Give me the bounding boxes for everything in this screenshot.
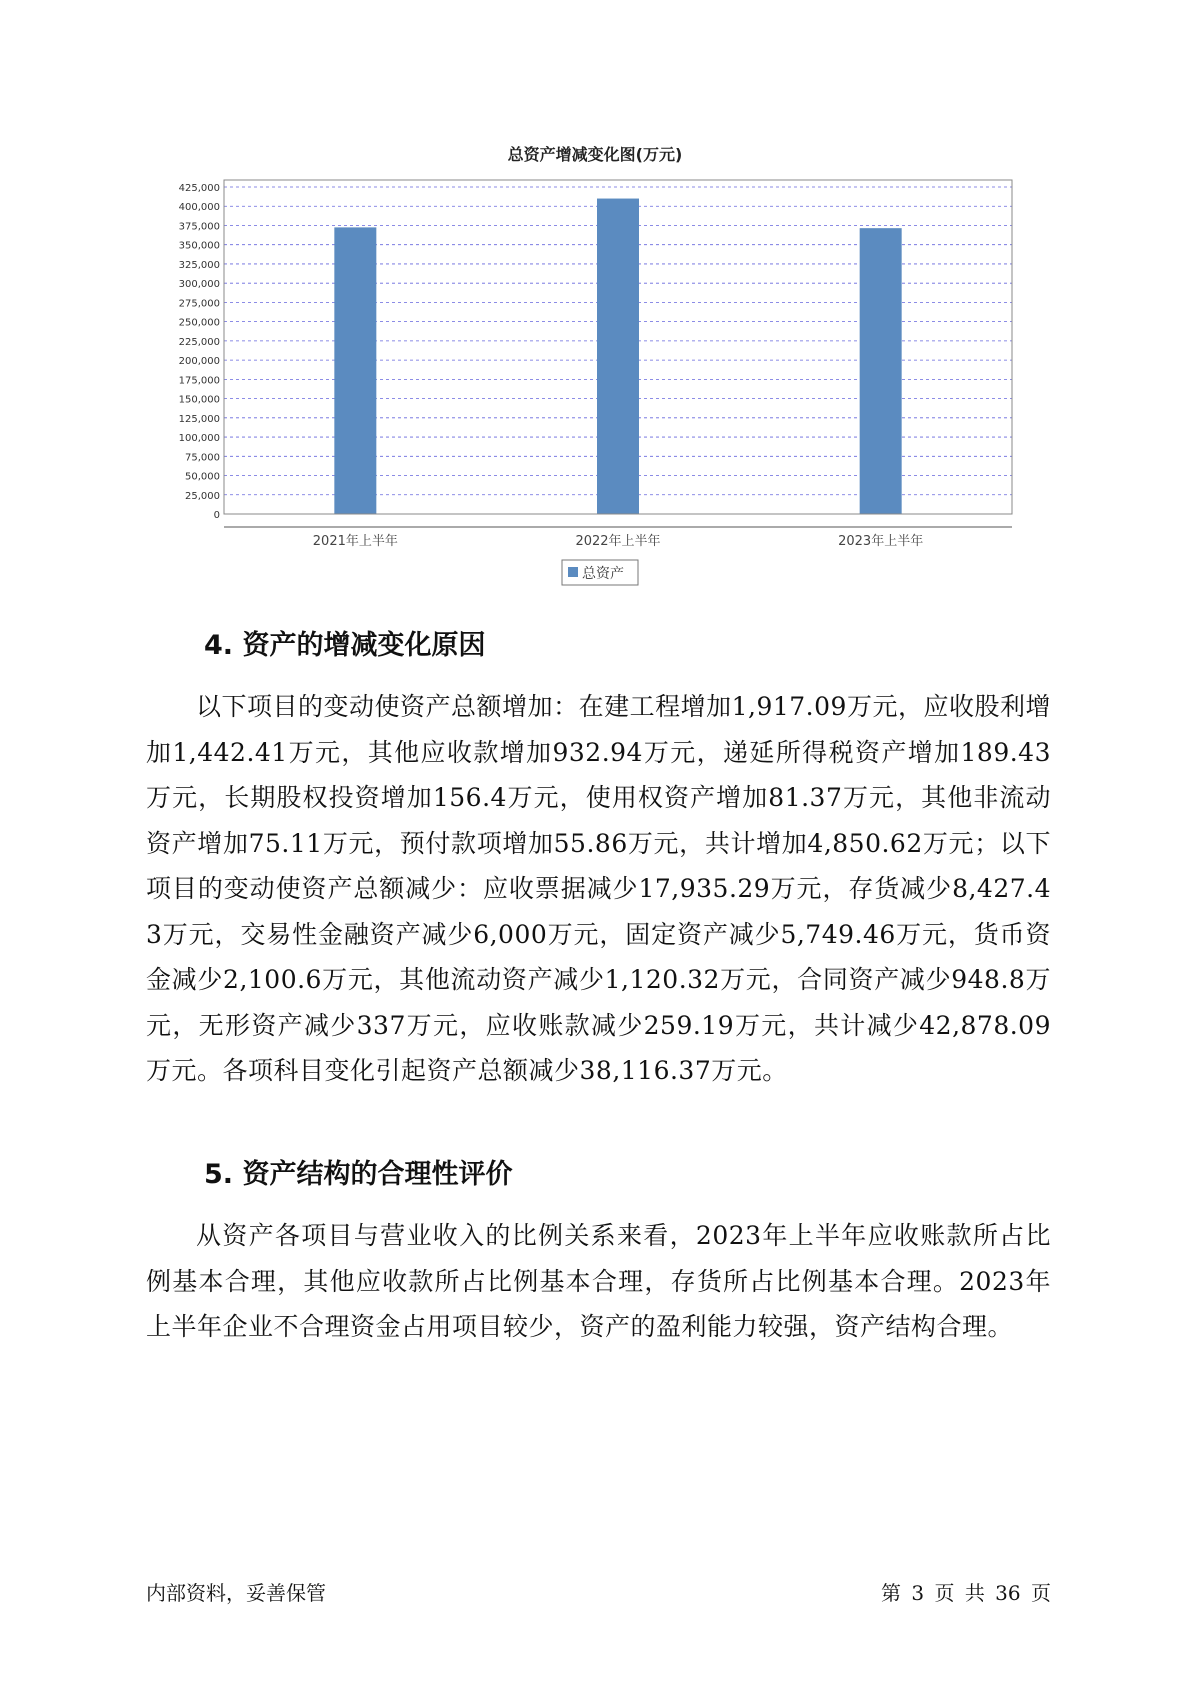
legend-swatch [568,567,578,577]
y-tick-label: 150,000 [178,394,220,406]
y-tick-label: 175,000 [178,375,220,387]
y-tick-label: 350,000 [178,240,220,252]
bar [334,227,376,514]
bar [860,228,902,514]
y-tick-label: 0 [213,510,220,521]
y-tick-label: 425,000 [178,183,220,194]
bar [597,199,639,514]
total-assets-chart [0,0,1191,600]
footer-confidential-note: 内部资料，妥善保管 [146,1581,326,1605]
y-tick-label: 250,000 [178,317,220,329]
y-tick-label: 375,000 [178,221,220,233]
y-tick-label: 75,000 [185,452,220,464]
y-axis-ticks [179,183,220,521]
y-tick-label: 100,000 [178,433,220,445]
section-heading-asset-change-reasons: 4. 资产的增减变化原因 [204,630,486,661]
y-tick-label: 400,000 [178,202,220,214]
legend-label: 总资产 [582,566,624,582]
y-tick-label: 325,000 [178,259,220,271]
x-tick-label: 2021年上半年 [312,534,398,549]
x-tick-label: 2023年上半年 [838,534,924,549]
y-tick-label: 225,000 [178,336,220,348]
y-tick-label: 200,000 [178,356,220,368]
y-tick-label: 300,000 [178,279,220,291]
y-tick-label: 25,000 [185,490,220,502]
y-tick-label: 125,000 [178,413,220,425]
paragraph-asset-change-reasons: 以下项目的变动使资产总额增加：在建工程增加1,917.09万元，应收股利增加1,442.41万元，其他应收款增加932.94万元，递延所得税资产增加189.43万元，长期股权投资增加156.4万元，使用权资产增加81.37万元，其他非流动资产增加75.11万元，预付款项增加55.86万元，共计增加4,850.62万元；以下项目的变动使资产总额减少：应收票据减少17,935.29万元，存货减少8,427.43万元，交易性金融资产减少6,000万元，固定资产减少5,749.46万元，货币资金减少2,100.6万元，其他流动资产减少1,120.32万元，合同资产减少948.8万元，无形资产减少337万元，应收账款减少259.19万元，共计减少42,878.09万元。各项科目变化引起资产总额减少38,116.37万元。 [146,692,1051,1085]
x-axis-ticks [313,533,923,549]
chart-title: 总资产增减变化图(万元) [507,145,683,164]
y-tick-label: 275,000 [178,298,220,310]
x-tick-label: 2022年上半年 [575,534,661,549]
paragraph-asset-structure-evaluation: 从资产各项目与营业收入的比例关系来看，2023年上半年应收账款所占比例基本合理，其他应收款所占比例基本合理，存货所占比例基本合理。2023年上半年企业不合理资金占用项目较少，资产的盈利能力较强，资产结构合理。 [146,1221,1051,1341]
footer-page-number: 第 3 页 共 36 页 [881,1581,1051,1605]
bar-series [334,199,901,514]
chart-legend [562,560,638,585]
section-heading-asset-structure-evaluation: 5. 资产结构的合理性评价 [204,1159,513,1190]
y-tick-label: 50,000 [185,471,220,483]
